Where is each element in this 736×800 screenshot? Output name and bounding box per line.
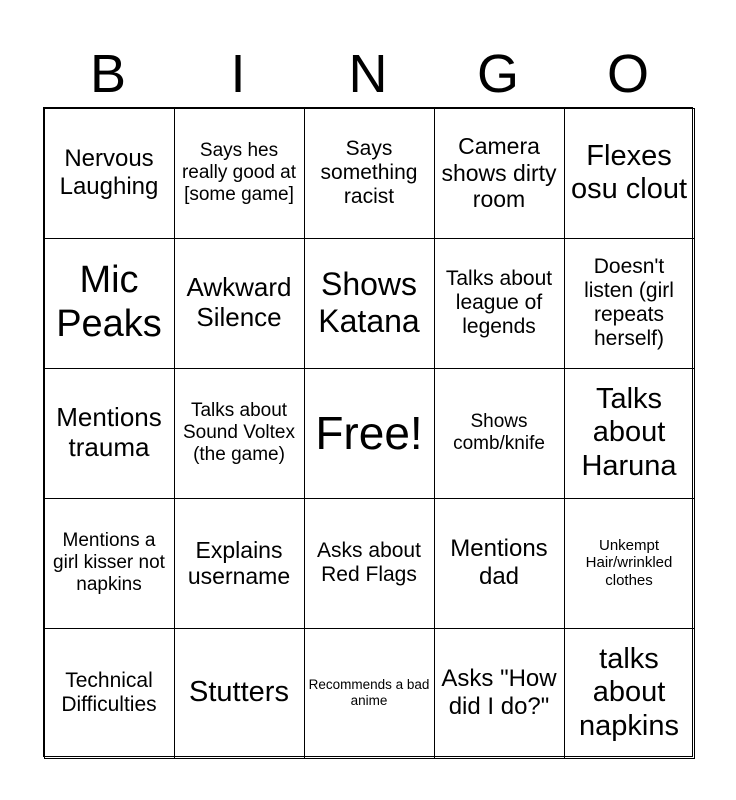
bingo-cell[interactable] — [304, 108, 435, 239]
cell-text: Talks about league of legends — [445, 266, 553, 339]
header-letter-i: I — [230, 44, 246, 104]
cell-text: talks about napkins — [579, 642, 679, 742]
bingo-cell[interactable] — [44, 628, 175, 759]
bingo-cell[interactable] — [564, 238, 695, 369]
bingo-cell[interactable] — [174, 498, 305, 629]
cell-text: Recommends a bad anime — [308, 677, 430, 708]
cell-text: Says something racist — [320, 136, 418, 209]
bingo-cell[interactable] — [434, 108, 565, 239]
bingo-cell[interactable] — [174, 628, 305, 759]
bingo-cell[interactable] — [564, 108, 695, 239]
cell-text: Talks about Sound Voltex (the game) — [183, 400, 295, 465]
free-space-label: Free! — [315, 406, 423, 459]
cell-text: Asks "How did I do?" — [441, 665, 557, 720]
bingo-cell[interactable] — [304, 498, 435, 629]
cell-text: Asks about Red Flags — [317, 538, 421, 586]
cell-text: Talks about Haruna — [581, 382, 677, 482]
cell-text: Mentions dad — [450, 535, 548, 590]
bingo-cell[interactable] — [434, 628, 565, 759]
bingo-cell[interactable] — [304, 628, 435, 759]
cell-text: Technical Difficulties — [61, 668, 157, 716]
cell-text: Nervous Laughing — [59, 145, 159, 200]
bingo-cell[interactable] — [564, 368, 695, 499]
bingo-cell[interactable] — [44, 368, 175, 499]
bingo-cell[interactable] — [174, 238, 305, 369]
cell-text: Says hes really good at [some game] — [181, 140, 297, 205]
bingo-cell[interactable] — [44, 238, 175, 369]
bingo-cell[interactable] — [174, 368, 305, 499]
cell-text: Mentions trauma — [56, 402, 162, 462]
bingo-cell[interactable] — [44, 108, 175, 239]
header-letter-g: G — [476, 44, 519, 104]
cell-text: Awkward Silence — [186, 272, 292, 332]
free-space[interactable] — [304, 368, 435, 499]
cell-text: Shows Katana — [318, 266, 420, 339]
bingo-cell[interactable] — [174, 108, 305, 239]
bingo-cell[interactable] — [44, 498, 175, 629]
bingo-card — [43, 107, 693, 757]
bingo-header — [43, 42, 693, 108]
header-letter-n: N — [348, 44, 388, 104]
cell-text: Shows comb/knife — [453, 411, 545, 454]
bingo-cell[interactable] — [564, 498, 695, 629]
header-letter-o: O — [606, 44, 649, 104]
cell-text: Camera shows dirty room — [441, 133, 557, 213]
cell-text: Flexes osu clout — [570, 139, 688, 205]
cell-text: Stutters — [189, 676, 289, 709]
cell-text: Mentions a girl kisser not napkins — [53, 530, 165, 595]
bingo-cell[interactable] — [434, 368, 565, 499]
bingo-cell[interactable] — [564, 628, 695, 759]
header-letter-b: B — [89, 44, 127, 104]
cell-text: Explains username — [187, 536, 291, 589]
cell-text: Unkempt Hair/wrinkled clothes — [585, 537, 673, 589]
bingo-cell[interactable] — [434, 498, 565, 629]
cell-text: Doesn't listen (girl repeats herself) — [584, 254, 674, 351]
bingo-cell[interactable] — [304, 238, 435, 369]
bingo-cell[interactable] — [434, 238, 565, 369]
cell-text: Mic Peaks — [56, 259, 162, 345]
